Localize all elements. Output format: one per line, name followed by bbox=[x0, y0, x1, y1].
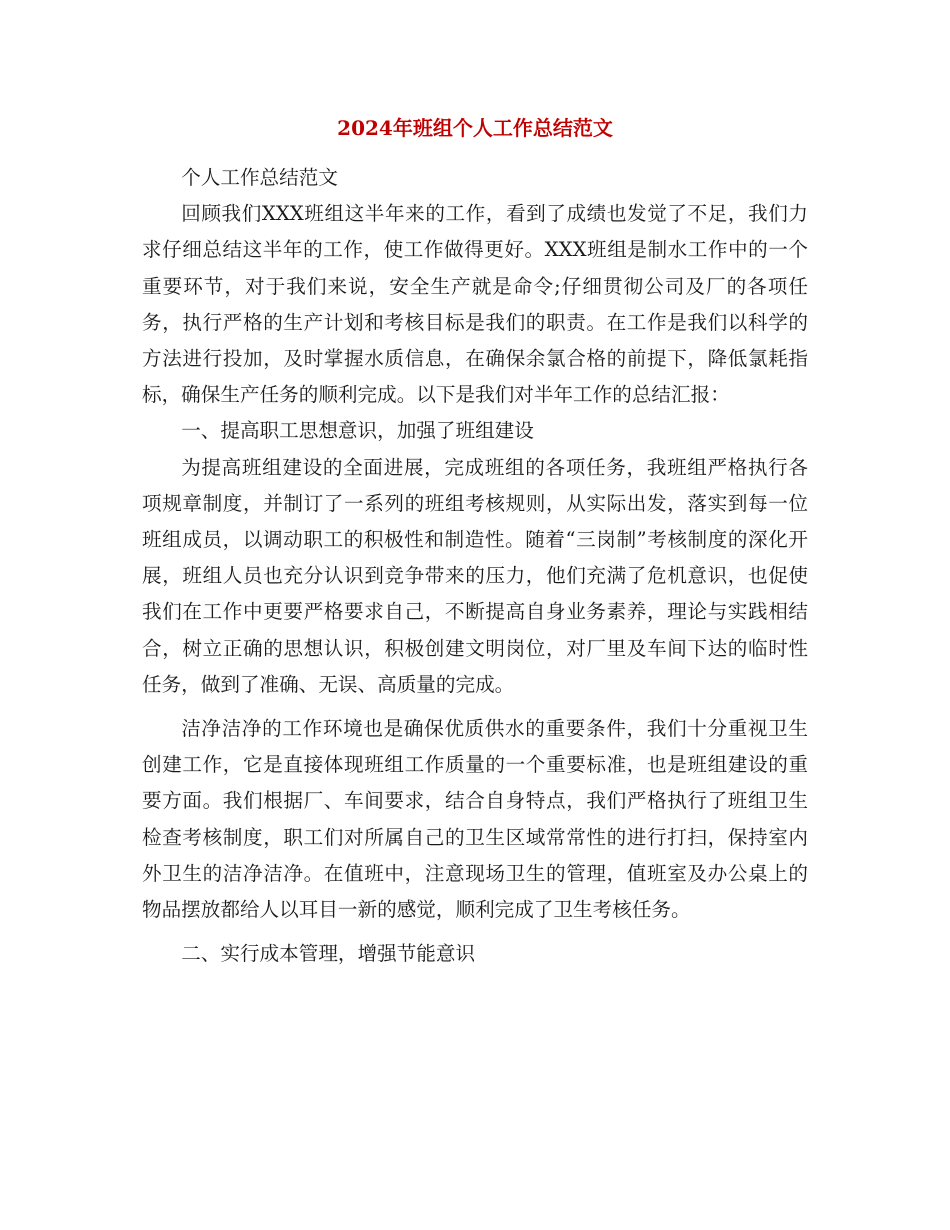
subtitle-paragraph: 个人工作总结范文 bbox=[181, 166, 338, 189]
section-heading-2: 二、实行成本管理，增强节能意识 bbox=[181, 942, 476, 966]
section-1-paragraph-1: 为提高班组建设的全面进展，完成班组的各项任务，我班组严格执行各项规章制度，并制订了一系列的班组考核规则，从实际出发，落实到每一位班组成员，以调动职工的积极性和制造性。随着“三岗制”考核制度的深化开展，班组人员也充分认识到竞争带来的压力，他们充满了危机意识，也促使我们在工作中更要严格要求自己，不断提高自身业务素养，理论与实践相结合，树立正确的思想认识，积极创建文明岗位，对厂里及车间下达的临时性任务，做到了准确、无误、高质量的完成。 bbox=[142, 455, 808, 696]
document-title: 2024年班组个人工作总结范文 bbox=[337, 116, 613, 140]
intro-paragraph: 回顾我们XXX班组这半年来的工作，看到了成绩也发觉了不足，我们力求仔细总结这半年的工作，使工作做得更好。XXX班组是制水工作中的一个重要环节，对于我们来说，安全生产就是命令;仔细贯彻公司及厂的各项任务，执行严格的生产计划和考核目标是我们的职责。在工作是我们以科学的方法进行投加，及时掌握水质信息，在确保余氯合格的前提下，降低氯耗指标，确保生产任务的顺利完成。以下是我们对半年工作的总结汇报： bbox=[142, 202, 808, 407]
section-heading-1: 一、提高职工思想意识，加强了班组建设 bbox=[181, 419, 534, 443]
section-1-paragraph-2: 洁净洁净的工作环境也是确保优质供水的重要条件，我们十分重视卫生创建工作，它是直接体现班组工作质量的一个重要标准，也是班组建设的重要方面。我们根据厂、车间要求，结合自身特点，我们严格执行了班组卫生检查考核制度，职工们对所属自己的卫生区域常常性的进行打扫，保持室内外卫生的洁净洁净。在值班中，注意现场卫生的管理，值班室及办公桌上的物品摆放都给人以耳目一新的感觉，顺利完成了卫生考核任务。 bbox=[142, 717, 808, 922]
document-body bbox=[142, 160, 808, 972]
